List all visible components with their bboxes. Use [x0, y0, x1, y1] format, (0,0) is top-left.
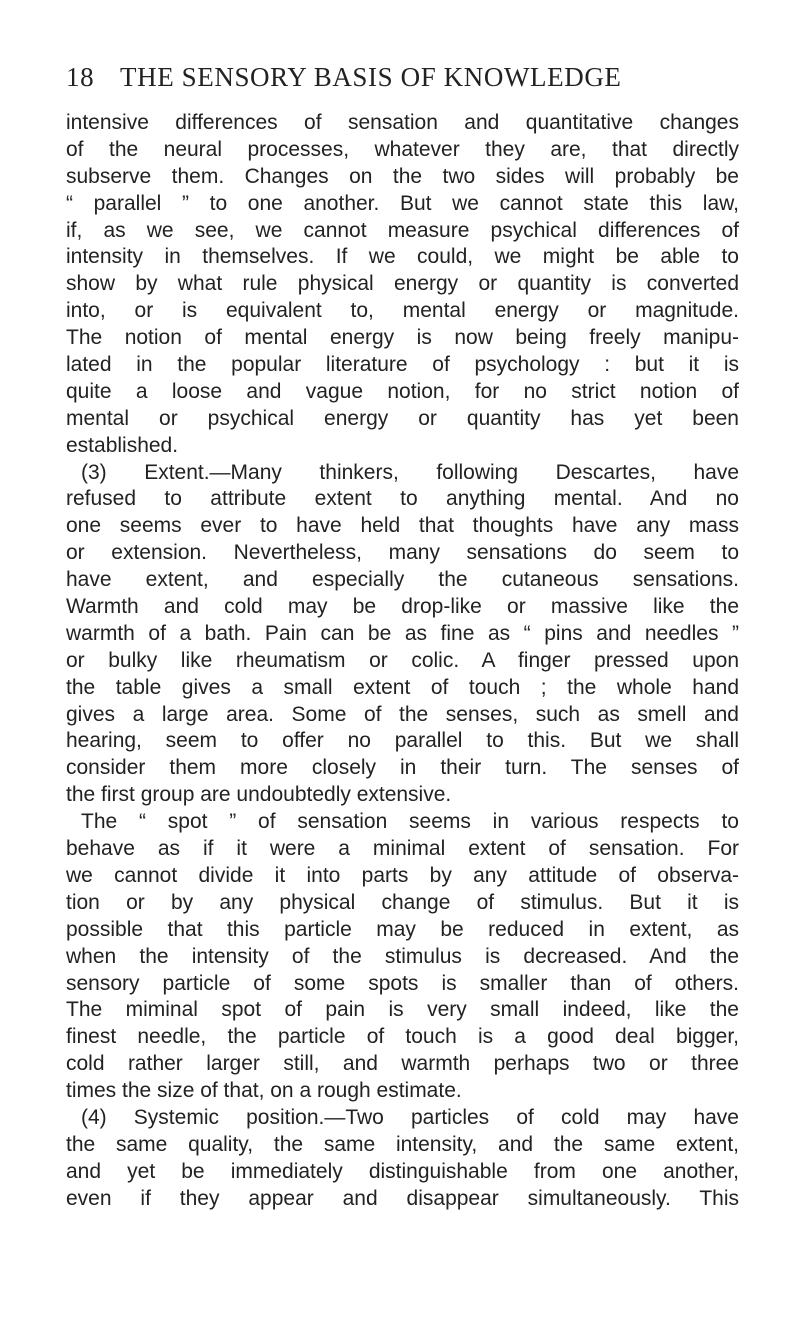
text-line: the first group are undoubtedly extensive.	[66, 783, 452, 807]
text-line: The miminal spot of pain is very small indeed, like the	[66, 998, 739, 1022]
text-line: if, as we see, we cannot measure psychical differences of	[66, 218, 739, 242]
text-line: show by what rule physical energy or quantity is converted	[66, 272, 739, 296]
text-line: gives a large area. Some of the senses, such as smell and	[66, 702, 739, 726]
book-page	[66, 62, 739, 1213]
text-line: The notion of mental energy is now being freely manipu-	[66, 326, 739, 350]
text-line: have extent, and especially the cutaneous sensations.	[66, 568, 739, 592]
text-line: hearing, seem to offer no parallel to this. But we shall	[66, 729, 739, 753]
body-text	[66, 110, 739, 1213]
text-line: we cannot divide it into parts by any attitude of observa-	[66, 863, 739, 887]
text-line: behave as if it were a minimal extent of sensation. For	[66, 837, 739, 861]
text-line: or extension. Nevertheless, many sensations do seem to	[66, 541, 739, 565]
text-line: tion or by any physical change of stimulus. But it is	[66, 890, 739, 914]
text-line: possible that this particle may be reduced in extent, as	[66, 917, 739, 941]
running-header	[66, 62, 739, 110]
text-line: quite a loose and vague notion, for no strict notion of	[66, 379, 739, 403]
text-line: finest needle, the particle of touch is a good deal bigger,	[66, 1025, 739, 1049]
text-line: refused to attribute extent to anything mental. And no	[66, 487, 739, 511]
text-line: times the size of that, on a rough estimate.	[66, 1079, 462, 1103]
text-line: and yet be immediately distinguishable from one another,	[66, 1159, 739, 1183]
text-line: sensory particle of some spots is smaller than of others.	[66, 971, 739, 995]
text-line: cold rather larger still, and warmth perhaps two or three	[66, 1052, 739, 1076]
text-line: (4) Systemic position.—Two particles of cold may have	[81, 1105, 739, 1129]
page-number: 18	[66, 62, 95, 92]
text-line: one seems ever to have held that thoughts have any mass	[66, 514, 739, 538]
text-line: established.	[66, 433, 179, 457]
text-line: subserve them. Changes on the two sides will probably be	[66, 164, 739, 188]
text-line: consider them more closely in their turn. The senses of	[66, 756, 739, 780]
text-line: intensive differences of sensation and quantitative changes	[66, 111, 739, 134]
text-line: when the intensity of the stimulus is decreased. And the	[66, 944, 739, 968]
text-line: even if they appear and disappear simultaneously. This	[66, 1186, 739, 1210]
text-line: Warmth and cold may be drop-like or massive like the	[66, 595, 739, 619]
running-title: THE SENSORY BASIS OF KNOWLEDGE	[120, 62, 622, 92]
text-line: into, or is equivalent to, mental energy or magnitude.	[66, 299, 739, 323]
text-line: of the neural processes, whatever they are, that directly	[66, 137, 739, 161]
text-line: lated in the popular literature of psychology : but it is	[66, 353, 739, 377]
text-line: or bulky like rheumatism or colic. A finger pressed upon	[66, 648, 739, 672]
text-line: intensity in themselves. If we could, we might be able to	[66, 245, 739, 269]
text-line: The “ spot ” of sensation seems in various respects to	[81, 810, 739, 834]
text-line: warmth of a bath. Pain can be as fine as “ pins and needles ”	[66, 621, 739, 645]
text-line: the table gives a small extent of touch ; the whole hand	[66, 675, 739, 699]
text-line: the same quality, the same intensity, and the same extent,	[66, 1132, 739, 1156]
text-line: “ parallel ” to one another. But we cannot state this law,	[66, 191, 739, 215]
text-line: (3) Extent.—Many thinkers, following Descartes, have	[81, 460, 739, 484]
text-line: mental or psychical energy or quantity has yet been	[66, 406, 739, 430]
